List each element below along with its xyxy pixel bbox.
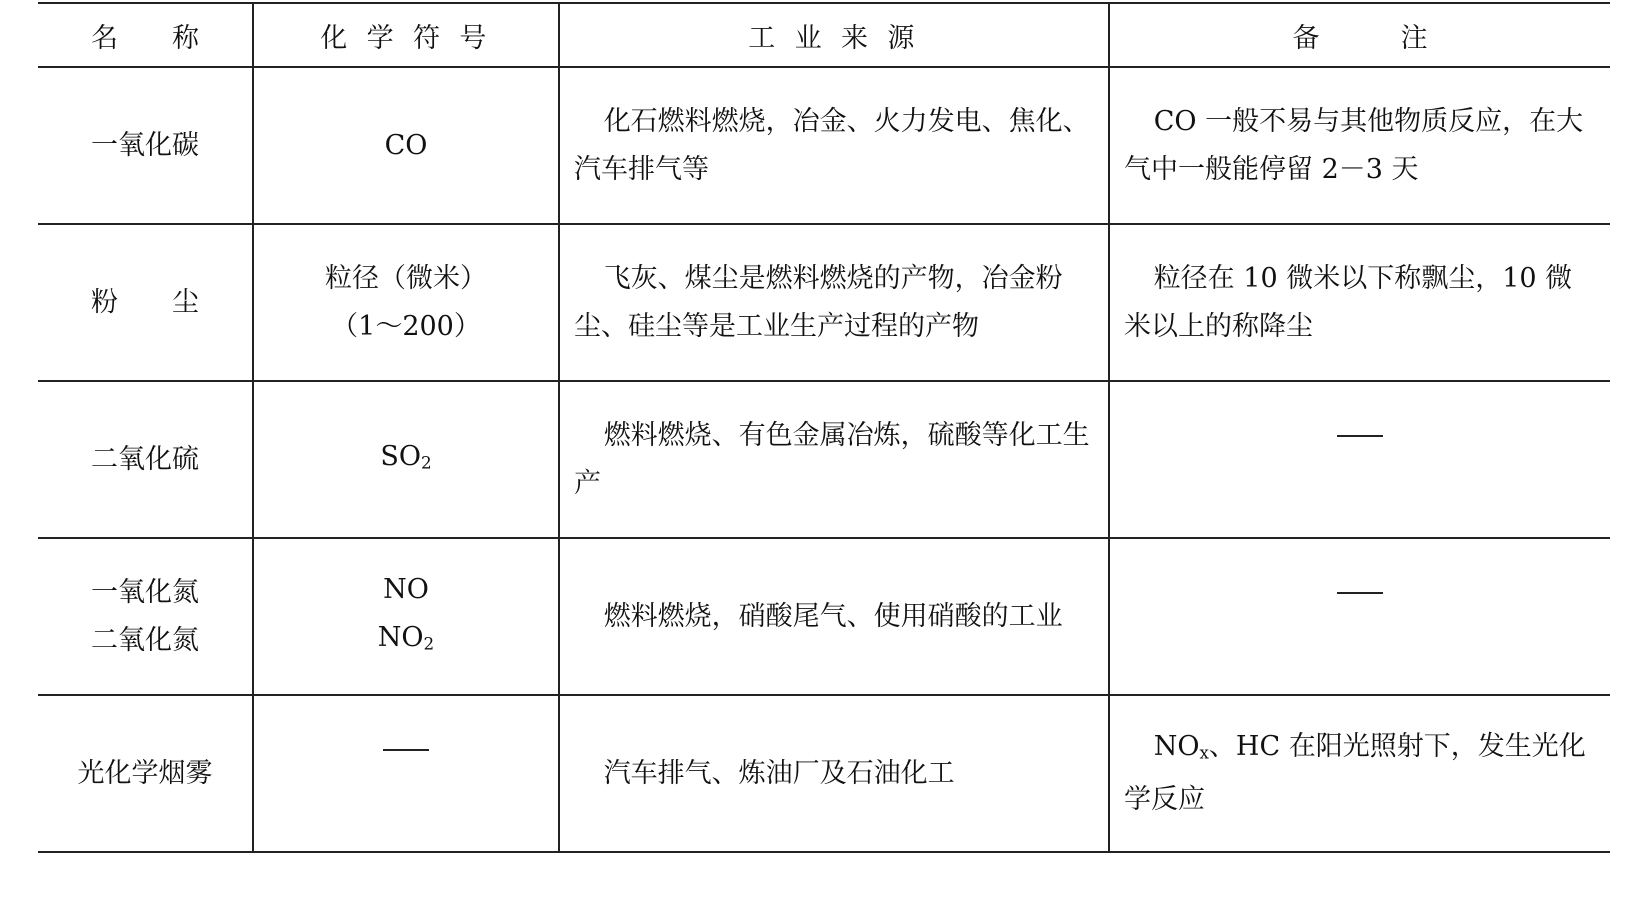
- note-formula: NO: [1153, 730, 1200, 762]
- table-row: [38, 67, 1610, 224]
- symbol-subscript: 2: [420, 452, 432, 473]
- chemical-symbol: CO: [253, 67, 559, 224]
- table-row: [38, 695, 1610, 852]
- pollutant-name-line: 一氧化氮: [91, 576, 199, 608]
- industrial-source: [559, 381, 1109, 538]
- source-text: 化石燃料燃烧，冶金、火力发电、焦化、汽车排气等: [574, 105, 1090, 185]
- chemical-symbol: [253, 224, 559, 381]
- note-text: 粒径在 10 微米以下称飘尘，10 微米以上的称降尘: [1124, 262, 1573, 342]
- source-text: 汽车排气、炼油厂及石油化工: [603, 757, 955, 789]
- source-text: 燃料燃烧、有色金属冶炼，硫酸等化工生产: [574, 419, 1090, 499]
- table-body: [38, 67, 1610, 852]
- pollutant-name: 二氧化硫: [38, 381, 253, 538]
- note-text: [1124, 723, 1596, 824]
- table-header: [38, 3, 1610, 67]
- symbol-subscript: 2: [423, 633, 435, 654]
- symbol-line: [268, 614, 544, 667]
- note: [1109, 538, 1610, 695]
- industrial-source: [559, 538, 1109, 695]
- source-text: 燃料燃烧，硝酸尾气、使用硝酸的工业: [603, 600, 1063, 632]
- industrial-source: [559, 67, 1109, 224]
- industrial-source: [559, 695, 1109, 852]
- note: [1109, 224, 1610, 381]
- pollutant-name-line: 二氧化氮: [91, 624, 199, 656]
- empty-dash: [1337, 592, 1383, 642]
- note-text: CO 一般不易与其他物质反应，在大气中一般能停留 2－3 天: [1124, 105, 1584, 185]
- table-row: [38, 538, 1610, 695]
- chemical-symbol: [253, 538, 559, 695]
- symbol-line: NO: [383, 573, 429, 605]
- header-note: 备 注: [1109, 3, 1610, 67]
- empty-dash: [383, 749, 429, 799]
- pollutant-name: 粉 尘: [38, 224, 253, 381]
- pollutant-name: 一氧化碳: [38, 67, 253, 224]
- header-industrial-source: 工 业 来 源: [559, 3, 1109, 67]
- header-chemical-symbol: 化 学 符 号: [253, 3, 559, 67]
- header-name: 名 称: [38, 3, 253, 67]
- note: [1109, 67, 1610, 224]
- note: [1109, 695, 1610, 852]
- table-row: [38, 224, 1610, 381]
- particle-size-label: 粒径（微米）: [325, 262, 487, 294]
- chemical-symbol: [253, 695, 559, 852]
- symbol-base: SO: [380, 440, 421, 472]
- empty-dash: [1337, 435, 1383, 485]
- table-row: [38, 381, 1610, 538]
- industrial-source: [559, 224, 1109, 381]
- note: [1109, 381, 1610, 538]
- pollutant-name: 光化学烟雾: [38, 695, 253, 852]
- particle-size-range: （1～200）: [331, 310, 481, 342]
- source-text: 飞灰、煤尘是燃料燃烧的产物，冶金粉尘、硅尘等是工业生产过程的产物: [574, 262, 1063, 342]
- symbol-base: NO: [377, 621, 424, 653]
- note-subscript: x: [1199, 742, 1209, 763]
- pollutant-name: [38, 538, 253, 695]
- pollutant-table: [38, 2, 1610, 853]
- header-row: [38, 3, 1610, 67]
- note-rest: 、HC 在阳光照射下，发生光化学反应: [1124, 730, 1586, 816]
- chemical-symbol: [253, 381, 559, 538]
